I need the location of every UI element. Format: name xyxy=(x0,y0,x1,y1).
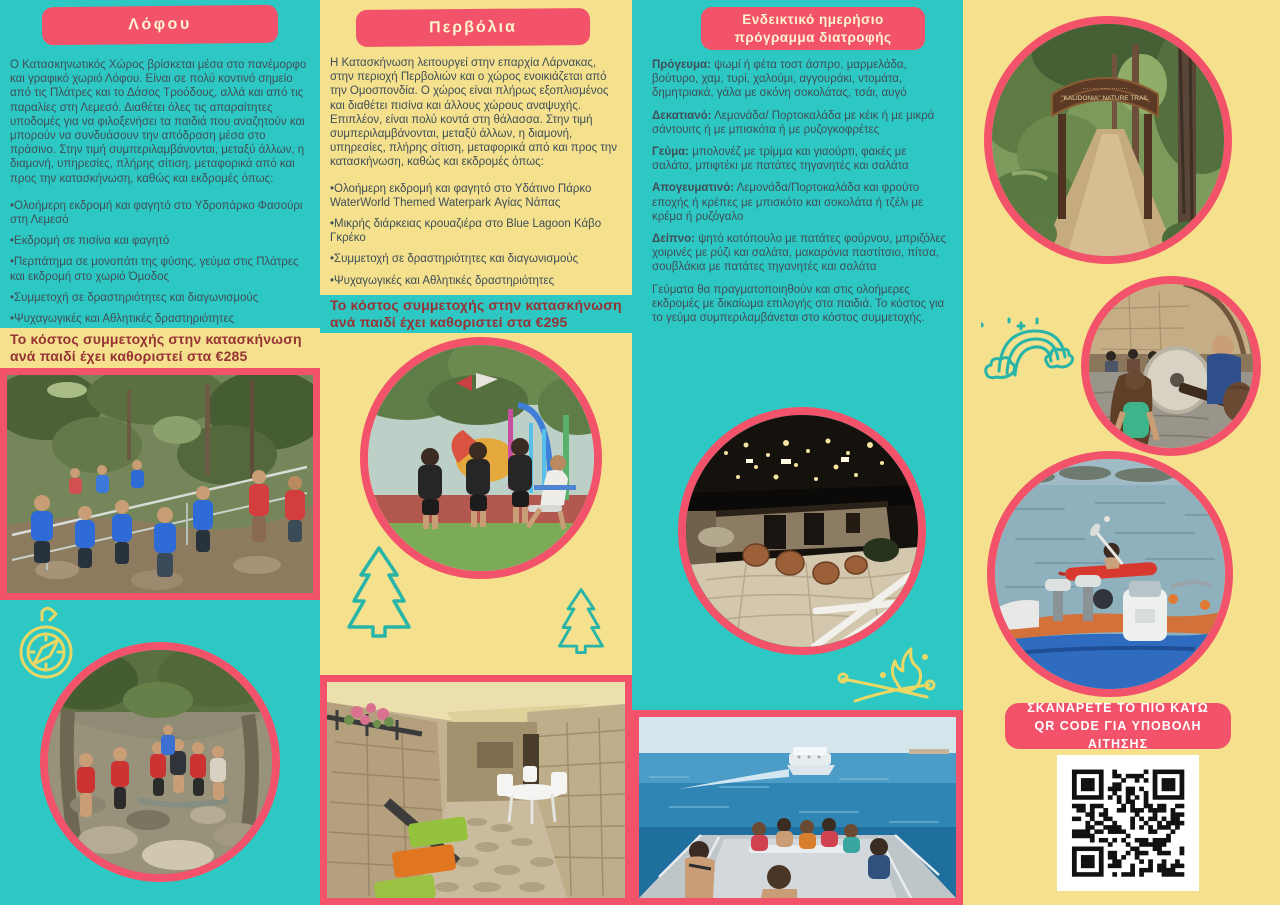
photo-hiking-group-art xyxy=(7,375,313,593)
pervolia-price-note: Το κόστος συμμετοχής στην κατασκήνωση ανά παιδί έχει καθοριστεί στα €295 xyxy=(330,297,622,330)
meal-desc: ψωμί ή φέτα τοστ άσπρο, μαρμελάδα, βούτυρο, χαμ, τυρί, χαλούμι, αγγουράκι, ντομάτα, δημητριακά, γάλα με σκόνη σοκολάτας, τσάι, αυγό xyxy=(652,59,907,100)
pervolia-intro: Η Κατασκήνωση λειτουργεί στην επαρχία Λάρνακας, στην περιοχή Περβολιών και ο χώρος ενοικιάζεται από την Ομοσπονδία. Ο χώρος είναι πλήρως εξοπλισμένος και διαθέτει πισίνα και άλλους χώρους αναψυχής. Επιπλέον, είναι πολύ κοντά στη θάλασσα. Στην τιμή συμπεριλαμβάνονται, μεταξύ άλλων, η διαμονή, υπηρεσίες, πλήρης σίτιση, μεταφορικά από και προς την κατασκήνωση, καθώς και εκδρομές όπως: xyxy=(330,57,618,169)
scan-qr-banner xyxy=(1005,700,1231,752)
meal-label: Δείπνο: xyxy=(652,233,695,246)
scan-qr-banner-label: ΣΚΑΝΑΡΕΤΕ ΤΟ ΠΙΟ ΚΑΤΩ QR CODE ΓΙΑ ΥΠΟΒΟΛΗ ΑΙΤΗΣΗΣ xyxy=(1027,700,1209,752)
photo-boat-trip-art xyxy=(639,717,956,898)
photo-watermill-visit xyxy=(1081,276,1261,456)
pervolia-price-band xyxy=(320,295,632,333)
meal-desc: Λεμονάδα/ Πορτοκαλάδα με κέικ ή με μικρά σάντουιτς ή με μπισκότα ή με ρυζογκοφρέτες xyxy=(652,109,935,136)
panel-title-lofou-label: Λόφου xyxy=(128,15,192,34)
meal-label: Πρόγευμα: xyxy=(652,59,711,71)
meal-item xyxy=(652,58,948,101)
photo-night-village-art xyxy=(686,415,918,647)
photo-nature-trail-art xyxy=(992,24,1224,256)
photo-nature-trail xyxy=(984,16,1232,264)
trail-sign-greek-line: ···· ··· ····· ········ xyxy=(1082,86,1128,92)
meals-text xyxy=(652,58,948,333)
photo-watermill-visit-art xyxy=(1089,284,1253,448)
meal-desc: ψητό κοτόπουλο με πατάτες φούρνου, μπριζόλες χοιρινές με ρύζι και σαλάτα, μακαρόνια παστίτσιο, πίτσα, σουβλάκια με πατάτες τηγανητές και σαλάτα xyxy=(652,233,947,274)
pine-tree-icon xyxy=(345,543,413,638)
panel-title-meals-label: Ενδεικτικό ημερήσιο πρόγραμμα διατροφής xyxy=(734,11,892,45)
lofou-bullet: • Συμμετοχή σε δραστηριότητες και διαγωνισμούς xyxy=(10,291,310,305)
pervolia-bullet: • Ολοήμερη εκδρομή και φαγητό στο Υδάτινο Πάρκο WaterWorld Themed Waterpark Αγίας Νάπας xyxy=(330,182,623,210)
photo-hiking-group xyxy=(0,368,320,600)
pine-tree-icon xyxy=(553,586,609,654)
meal-label: Δεκατιανό: xyxy=(652,109,712,122)
pervolia-bullet: • Μικρής διάρκειας κρουαζιέρα στο Blue Lagoon Κάβο Γκρέκο xyxy=(330,217,623,245)
meal-label: Απογευματινό: xyxy=(652,182,735,195)
campfire-icon xyxy=(835,645,937,709)
panel-title-meals xyxy=(701,7,925,50)
meal-item xyxy=(652,109,948,137)
lofou-bullet: • Εκδρομή σε πισίνα και φαγητό xyxy=(10,234,310,248)
meal-desc: μπολονέζ με τρίμμα και γιαούρτι, φακές με σαλάτα, μπιφτέκι με πατάτες τηγανητές και σαλάτα xyxy=(652,146,909,173)
lofou-intro: Ο Κατασκηνωτικός Χώρος βρίσκεται μέσα στο πανέμορφο και γραφικό χωριό Λόφου. Είναι σε πολύ κοντινό σημείο από τις Πλάτρες και το Δάσος Τροόδους, αλλά και από τις παραλίες στη Λεμεσό. Διαθέτει όλες τις απαραίτητες υποδομές για να φιλοξενήσει τα παιδιά που αναζητούν και μπορούν να συνδυάσουν την απόδραση μέσα στο πράσινο. Στην τιμή συμπεριλαμβάνονται, μεταξύ άλλων, η διαμονή, υπηρεσίες, πλήρης σίτιση, μεταφορικά από και προς την κατασκήνωση, καθώς και εκδρομές όπως: xyxy=(10,59,307,185)
photo-playground-art xyxy=(368,345,594,571)
lofou-text xyxy=(10,58,310,333)
rainbow-icon xyxy=(981,313,1075,389)
qr-code xyxy=(1057,755,1199,891)
panel-title-pervolia-label: Περβόλια xyxy=(429,18,517,36)
lofou-bullet: • Ψυχαγωγικές και Αθλητικές δραστηριότητες xyxy=(10,312,310,326)
panel-title-lofou xyxy=(42,5,278,45)
trail-sign-text: "KALIDONIA" NATURE TRAIL xyxy=(1061,95,1149,102)
meal-item xyxy=(652,232,948,275)
meal-desc: Λεμονάδα/Πορτοκαλάδα και φρούτο εποχής ή κρέπες με μπισκότο και σοκολάτα ή τζέλι με κρέμα ή ρυζόγαλο xyxy=(652,182,924,223)
photo-stream-hike-art xyxy=(48,650,272,874)
qr-code-svg xyxy=(1063,761,1193,885)
lofou-bullet: • Ολοήμερη εκδρομή και φαγητό στο Υδροπάρκο Φασούρι στη Λεμεσό xyxy=(10,199,310,227)
lofou-price-band xyxy=(0,328,320,368)
photo-stone-courtyard xyxy=(320,675,632,905)
meal-item xyxy=(652,145,948,173)
lofou-bullet: • Περπάτημα σε μονοπάτι της φύσης, γεύμα στις Πλάτρες και εκδρομή στο χωριό Όμοδος xyxy=(10,255,310,283)
meal-item xyxy=(652,181,948,224)
panel-meal-programme xyxy=(632,0,963,905)
photo-stone-courtyard-art xyxy=(327,682,625,898)
pervolia-bullet: • Ψυχαγωγικές και Αθλητικές δραστηριότητες xyxy=(330,274,623,288)
photo-kayak-boats-art xyxy=(995,459,1225,689)
photo-boat-trip xyxy=(632,710,963,905)
compass-icon xyxy=(12,604,82,688)
pervolia-text xyxy=(330,56,623,295)
panel-lofou xyxy=(0,0,320,905)
photo-stream-hike xyxy=(40,642,280,882)
photo-kayak-boats xyxy=(987,451,1233,697)
meal-label: Γεύμα: xyxy=(652,146,689,159)
panel-pervolia xyxy=(320,0,632,905)
pervolia-bullet: • Συμμετοχή σε δραστηριότητες και διαγωνισμούς xyxy=(330,252,623,266)
panel-apply xyxy=(963,0,1280,905)
meals-note: Γεύματα θα πραγματοποιηθούν και στις ολοήμερες εκδρομές με δικαίωμα επιλογής στα παιδιά. Το κόστος για το γεύμα συμπεριλαμβάνεται στο κόστος συμμετοχής. xyxy=(652,283,945,325)
panel-title-pervolia xyxy=(356,8,590,47)
photo-night-village xyxy=(678,407,926,655)
lofou-price-note: Το κόστος συμμετοχής στην κατασκήνωση ανά παιδί έχει καθοριστεί στα €285 xyxy=(10,331,302,364)
